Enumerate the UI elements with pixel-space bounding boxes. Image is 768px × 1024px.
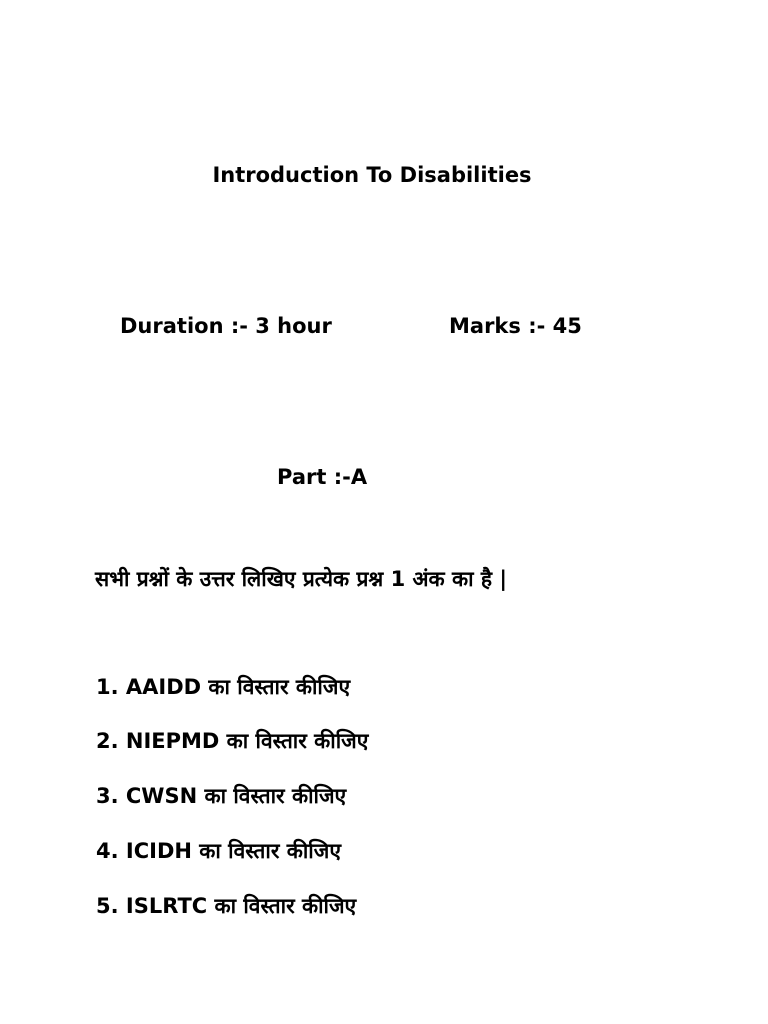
- exam-duration: Duration :- 3 hour: [120, 314, 332, 338]
- section-heading: Part :-A: [277, 465, 368, 489]
- question-item: 4. ICIDH का विस्तार कीजिए: [96, 839, 341, 863]
- question-item: 5. ISLRTC का विस्तार कीजिए: [96, 894, 357, 918]
- question-item: 2. NIEPMD का विस्तार कीजिए: [96, 729, 369, 753]
- document-title: Introduction To Disabilities: [212, 163, 532, 187]
- question-item: 1. AAIDD का विस्तार कीजिए: [96, 675, 351, 699]
- exam-marks: Marks :- 45: [449, 314, 582, 338]
- instructions-text: सभी प्रश्नों के उत्तर लिखिए प्रत्येक प्रश्न 1 अंक का है |: [95, 567, 508, 591]
- question-item: 3. CWSN का विस्तार कीजिए: [96, 784, 347, 808]
